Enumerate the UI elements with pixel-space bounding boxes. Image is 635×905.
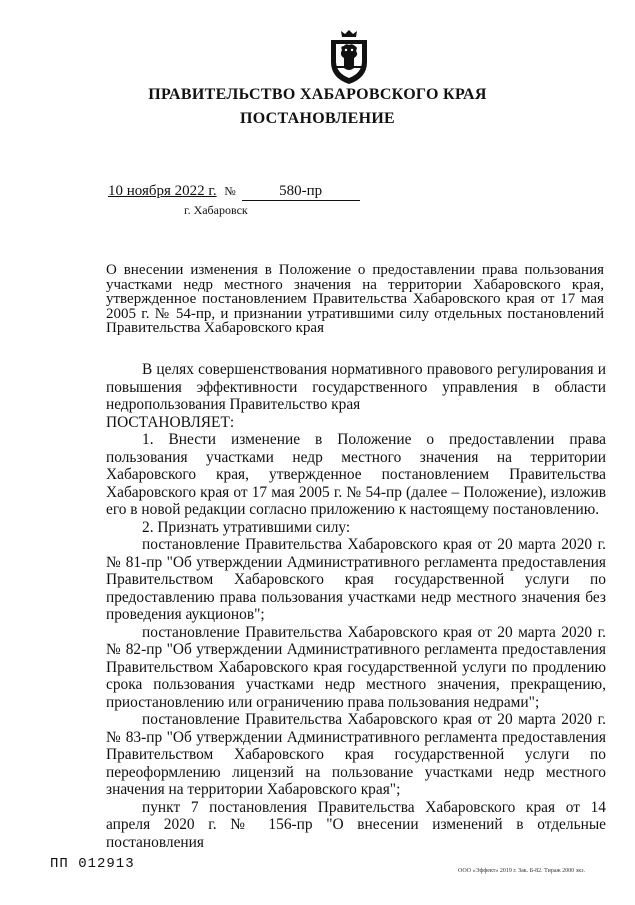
form-serial-number: ПП 012913 [50, 856, 135, 872]
document-date: 10 ноября 2022 г. [108, 183, 217, 199]
repealed-act-3: постановление Правительства Хабаровского края от 20 марта 2020 г. № 83-пр "Об утверждении Административного регламента предоставления Правительством Хабаровского края государственной услуги по переоформлению лицензий на пользование участками недр местного значения на территории Хабаровского края"; [106, 711, 606, 798]
document-number: 580-пр [242, 183, 360, 201]
preamble: В целях совершенствования нормативного правового регулирования и повышения эффективности государственного управления в области недропользования Правительство края [106, 361, 606, 413]
resolves-heading: ПОСТАНОВЛЯЕТ: [106, 413, 235, 431]
repealed-act-1: постановление Правительства Хабаровского края от 20 марта 2020 г. № 81-пр "Об утверждении Административного регламента предоставления Правительством Хабаровского края государственной услуги по предоставлению права пользования участками недр местного значения без проведения аукционов"; [106, 536, 606, 623]
repealed-act-2: постановление Правительства Хабаровского края от 20 марта 2020 г. № 82-пр "Об утверждении Административного регламента предоставления Правительством Хабаровского края государственной услуги по продлению срока пользования участками недр местного значения, прекращению, приостановлению или ограничению права пользования недрами"; [106, 623, 606, 711]
document-city: г. Хабаровск [184, 203, 248, 217]
document-type: ПОСТАНОВЛЕНИЕ [239, 110, 396, 127]
item-1: 1. Внести изменение в Положение о предоставлении права пользования участками недр местного значения на территории Хабаровского края, утвержденное постановлением Правительства Хабаровского края от 17 мая 2005 г. № 54-пр (далее – Положение), изложив его в новой редакции согласно приложению к настоящему постановлению. [106, 431, 606, 518]
document-subject: О внесении изменения в Положение о предоставлении права пользования участками недр местного значения на территории Хабаровского края, утвержденное постановлением Правительства Хабаровского края от 17 мая 2005 г. № 54-пр, и признании утратившими силу отдельных постановлений Правительства Хабаровского края [106, 262, 604, 336]
number-sign: № [224, 184, 236, 198]
government-name: ПРАВИТЕЛЬСТВО ХАБАРОВСКОГО КРАЯ [148, 86, 487, 103]
document-body [106, 361, 606, 851]
repealed-act-4: пункт 7 постановления Правительства Хабаровского края от 14 апреля 2020 г. № 156-пр "О внесении изменений в отдельные постановления [106, 798, 606, 851]
khabarovsk-coat-of-arms-icon [326, 28, 372, 86]
printer-imprint: ООО «Эффект» 2019 г. Зак. Б-82. Тираж 2000 экз. [458, 868, 585, 874]
document-date-number [108, 183, 360, 201]
item-2: 2. Признать утратившими силу: [142, 518, 351, 536]
